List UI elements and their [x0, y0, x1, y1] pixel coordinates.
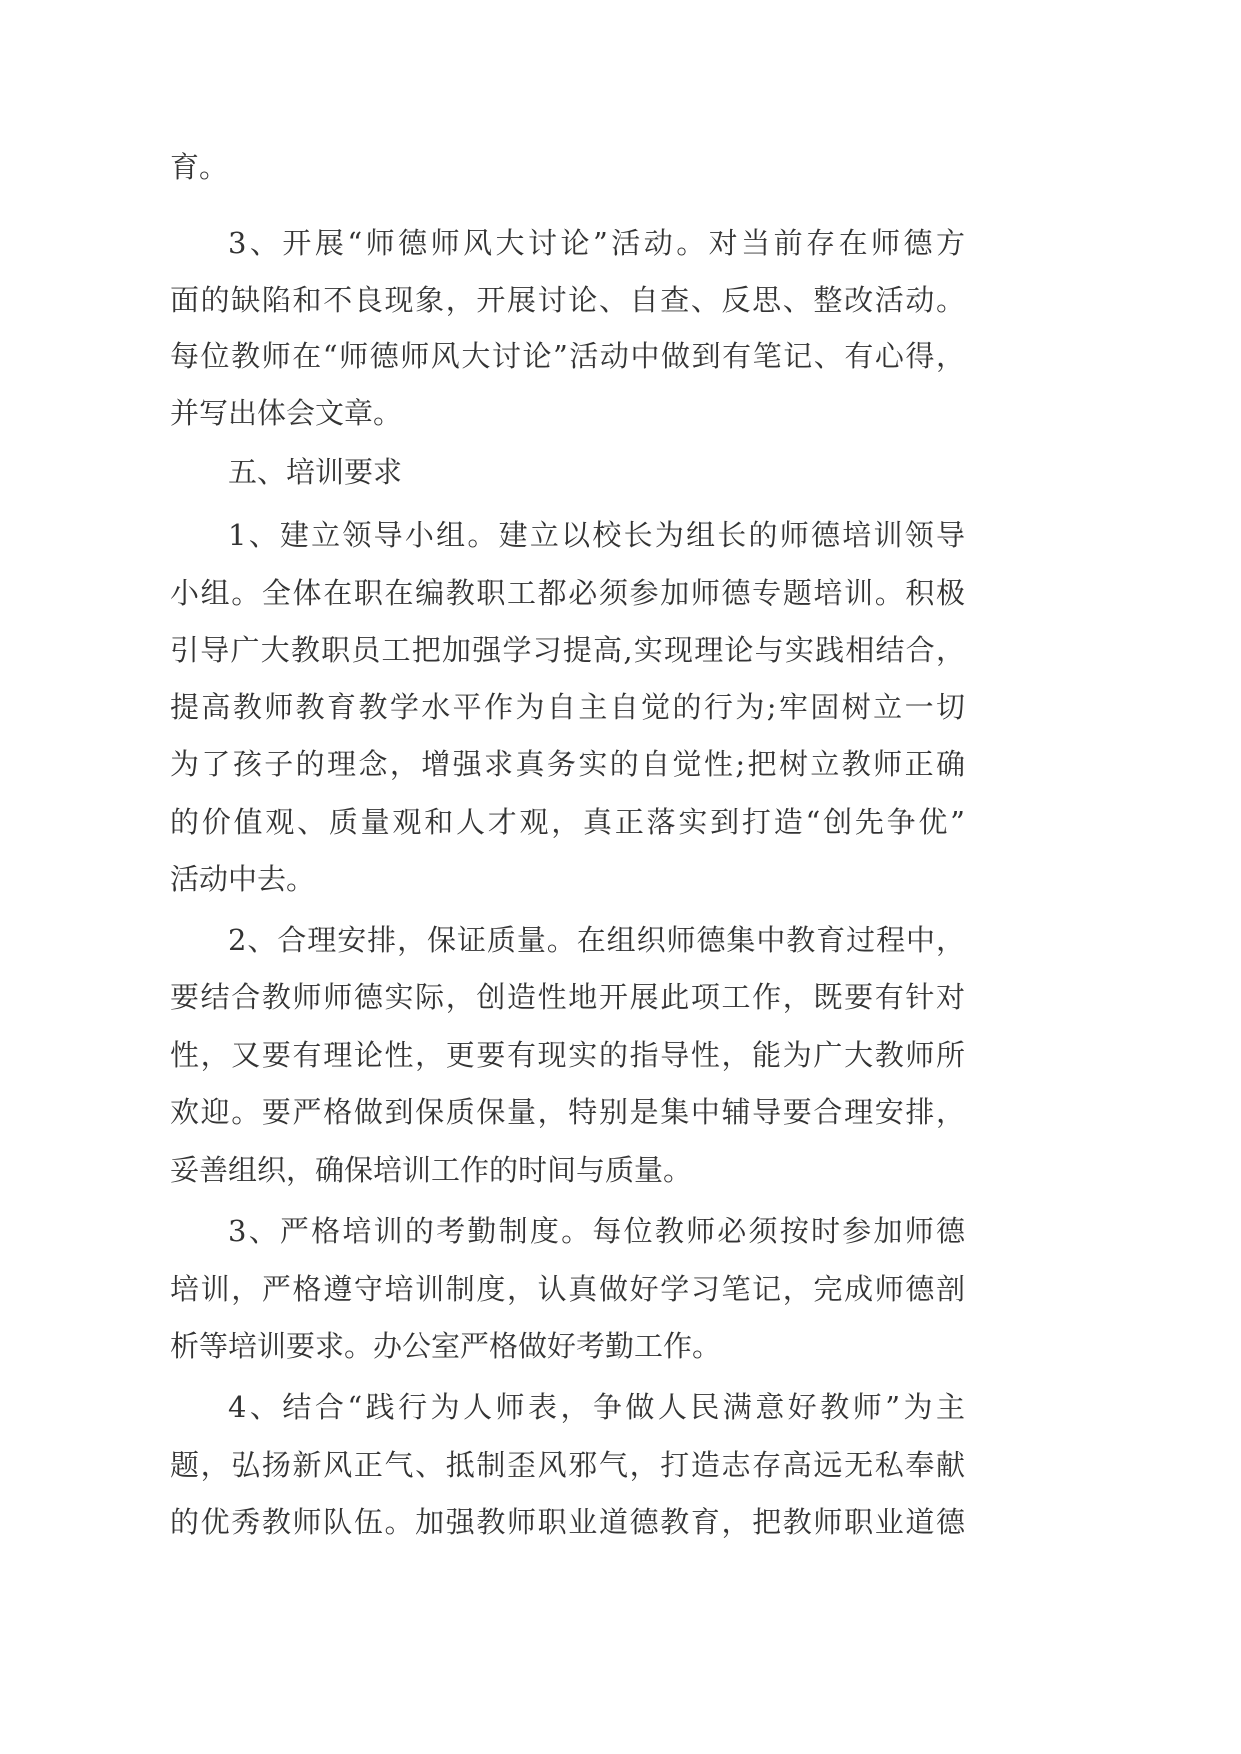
text-line: 析等培训要求。办公室严格做好考勤工作。 [170, 1329, 722, 1363]
text-line: 引导广大教职员工把加强学习提高,实现理论与实践相结合， [170, 633, 965, 667]
text-line: 4、结合“践行为人师表，争做人民满意好教师”为主 [228, 1390, 965, 1424]
text-line: 要结合教师师德实际，创造性地开展此项工作，既要有针对 [170, 980, 965, 1014]
text-line: 3、严格培训的考勤制度。每位教师必须按时参加师德 [228, 1214, 965, 1248]
text-line: 性，又要有理论性，更要有现实的指导性，能为广大教师所 [170, 1038, 965, 1072]
text-line: 并写出体会文章。 [170, 396, 403, 430]
text-line: 为了孩子的理念，增强求真务实的自觉性;把树立教师正确 [170, 747, 965, 781]
text-line: 欢迎。要严格做到保质保量，特别是集中辅导要合理安排， [170, 1095, 965, 1129]
text-line: 的优秀教师队伍。加强教师职业道德教育，把教师职业道德 [170, 1505, 965, 1539]
heading-text: 五、培训要求 [228, 455, 403, 489]
text-line: 培训，严格遵守培训制度，认真做好学习笔记，完成师德剖 [170, 1272, 965, 1306]
text-line: 妥善组织，确保培训工作的时间与质量。 [170, 1153, 693, 1187]
text-line: 小组。全体在职在编教职工都必须参加师德专题培训。积极 [170, 576, 965, 610]
text-line: 3、开展“师德师风大讨论”活动。对当前存在师德方 [228, 226, 965, 260]
text-line: 提高教师教育教学水平作为自主自觉的行为;牢固树立一切 [170, 690, 965, 724]
text-line: 面的缺陷和不良现象，开展讨论、自查、反思、整改活动。 [170, 283, 965, 317]
text-line: 1、建立领导小组。建立以校长为组长的师德培训领导 [228, 518, 965, 552]
text-line: 题，弘扬新风正气、抵制歪风邪气，打造志存高远无私奉献 [170, 1448, 965, 1482]
text-line: 2、合理安排，保证质量。在组织师德集中教育过程中， [228, 923, 965, 957]
text-line: 的价值观、质量观和人才观，真正落实到打造“创先争优” [170, 805, 965, 839]
text-line: 每位教师在“师德师风大讨论”活动中做到有笔记、有心得， [170, 339, 965, 373]
text-line: 活动中去。 [170, 862, 316, 896]
text-line: 育。 [170, 150, 229, 184]
